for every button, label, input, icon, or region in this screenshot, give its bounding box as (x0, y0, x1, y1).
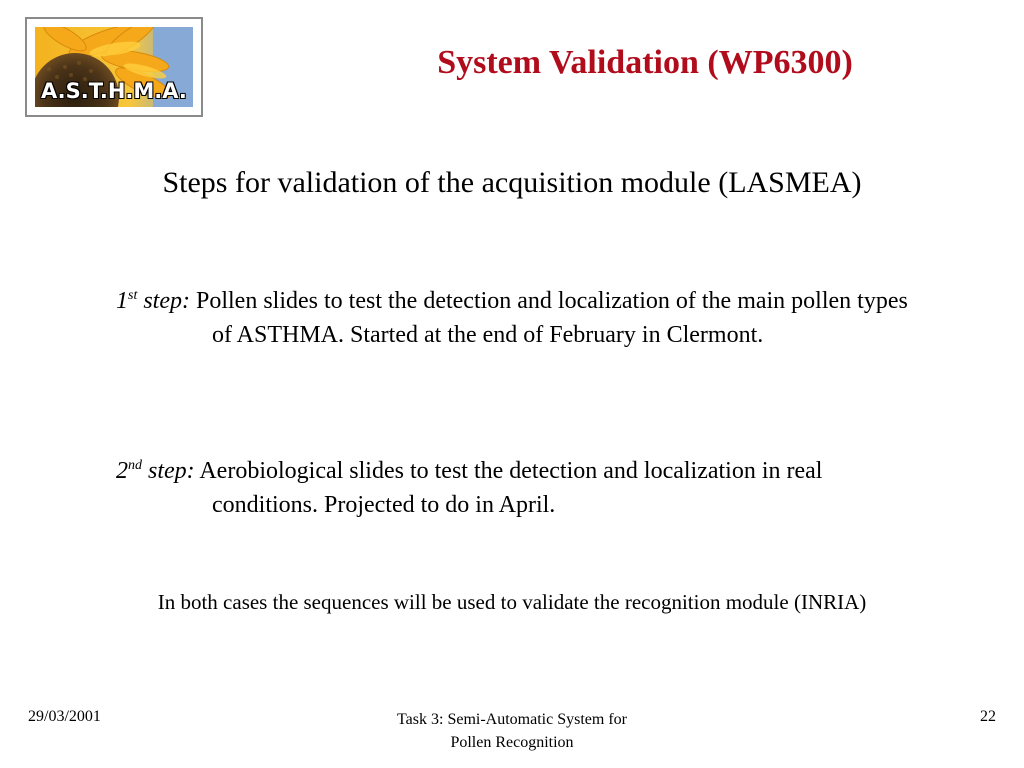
slide-subtitle: Steps for validation of the acquisition module (LASMEA) (162, 166, 862, 199)
logo-text: A.S.T.H.M.A. (41, 79, 187, 103)
footer-task-line2: Pollen Recognition (450, 734, 574, 751)
step-ordinal-suffix: st (128, 288, 138, 303)
sunflower-logo-image (35, 27, 193, 107)
step-ordinal: 1 (116, 288, 128, 314)
step-text: Pollen slides to test the detection and localization of the main pollen types of ASTHMA. Started at the end of February in Clermont. (196, 288, 908, 348)
step-ordinal: 2 (116, 458, 128, 484)
logo (25, 17, 203, 117)
step-label (116, 458, 195, 484)
step-ordinal-suffix: nd (128, 458, 142, 473)
footer-task-line1: Task 3: Semi-Automatic System for (397, 711, 627, 728)
page-number: 22 (980, 708, 996, 725)
slide-title: System Validation (WP6300) (437, 44, 853, 81)
closing-note: In both cases the sequences will be used to validate the recognition module (INRIA) (157, 590, 867, 614)
footer-date: 29/03/2001 (28, 708, 101, 725)
step-text: Aerobiological slides to test the detection and localization in real conditions. Projected to do in April. (199, 458, 823, 518)
step-word: step: (143, 288, 190, 314)
step-word: step: (148, 458, 195, 484)
step-item (116, 284, 926, 352)
footer-task (312, 708, 712, 754)
step-item (116, 454, 926, 522)
step-label (116, 288, 190, 314)
